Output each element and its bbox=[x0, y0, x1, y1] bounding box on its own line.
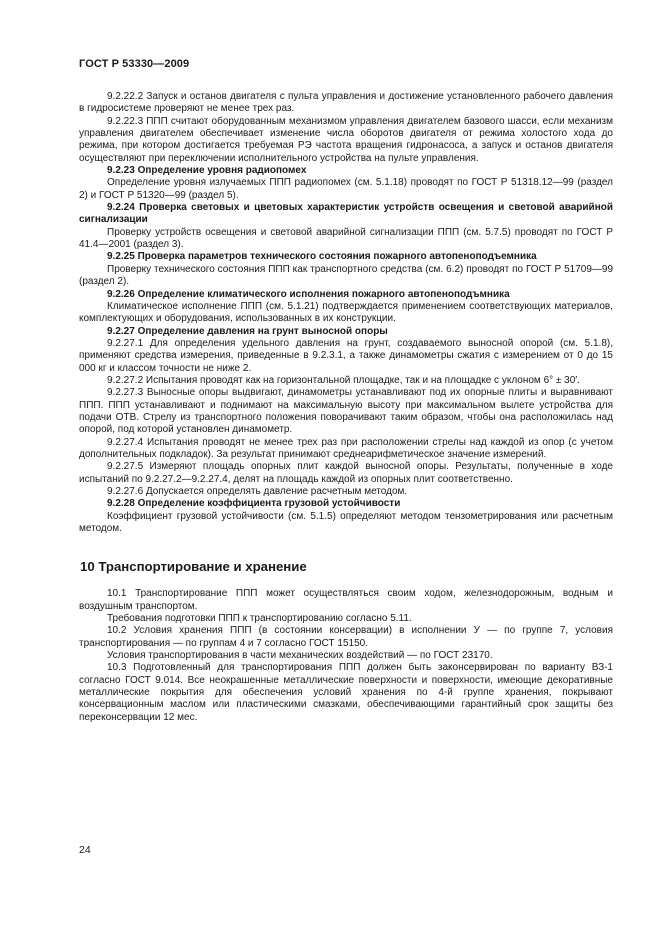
paragraph: 9.2.22.2 Запуск и останов двигателя с пульта управления и достижение установленного рабочего давления в гидросистеме проверяют не менее трех раз. bbox=[79, 91, 613, 115]
subsection-heading: 9.2.28 Определение коэффициента грузовой устойчивости bbox=[107, 498, 401, 510]
paragraph: 9.2.27.5 Измеряют площадь опорных плит каждой выносной опоры. Результаты, полученные в ходе испытаний по 9.2.27.2—9.2.27.4, делят на площадь каждой из опорных плит соответственно. bbox=[79, 461, 613, 485]
subsection-heading: 9.2.25 Проверка параметров технического состояния пожарного автопеноподъемника bbox=[107, 251, 537, 263]
paragraph: 9.2.27.6 Допускается определять давление расчетным методом. bbox=[107, 486, 408, 497]
paragraph: 10.3 Подготовленный для транспортирования ППП должен быть законсервирован по варианту ВЗ-1 согласно ГОСТ 9.014. Все неокрашенные металлические поверхности и поверхности, имеющие декоративные металлические покрытия для обеспечения условий хранения по 4-й группе хранения, покрывают консервационным маслом или пластическими смазками, обеспечивающими гарантийный срок защиты без переконсервации 12 мес. bbox=[79, 662, 613, 723]
paragraph: 9.2.27.1 Для определения удельного давления на грунт, создаваемого выносной опорой (см. 5.1.8), применяют средства измерения, приведенные в 9.2.3.1, а также динамометры сжатия с измерением от 0 до 15 000 кг и классом точности не ниже 2. bbox=[79, 337, 613, 374]
paragraph: 9.2.22.3 ППП считают оборудованным механизмом управления двигателем базового шасси, если механизм управления двигателем обеспечивает изменение числа оборотов двигателя от режима холостого хода до режима, при котором достигается требуемая РЭ частота вращения гидронасоса, а запуск и останов двигателя осуществляют при переключении исполнительного устройства на пульте управления. bbox=[79, 115, 613, 164]
subsection-heading: 9.2.24 Проверка световых и цветовых характеристик устройств освещения и световой аварийной сигнализации bbox=[79, 202, 613, 226]
paragraph: Условия транспортирования в части механических воздействий — по ГОСТ 23170. bbox=[107, 650, 493, 662]
paragraph: Коэффициент грузовой устойчивости (см. 5.1.5) определяют методом тензометрирования или расчетным методом. bbox=[79, 510, 613, 535]
document-body bbox=[79, 91, 613, 724]
paragraph: 9.2.27.2 Испытания проводят как на горизонтальной площадке, так и на площадке с уклоном 6° ± 30′. bbox=[107, 374, 580, 386]
document-header: ГОСТ Р 53330—2009 bbox=[79, 58, 190, 70]
paragraph: Требования подготовки ППП к транспортированию согласно 5.11. bbox=[107, 613, 412, 625]
page-number: 24 bbox=[79, 844, 91, 856]
paragraph: 10.1 Транспортирование ППП может осуществляться своим ходом, железнодорожным, водным и воздушным транспортом. bbox=[79, 588, 613, 612]
section-10-title: 10 Транспортирование и хранение bbox=[80, 559, 307, 575]
subsection-heading: 9.2.23 Определение уровня радиопомех bbox=[107, 165, 307, 177]
paragraph: Определение уровня излучаемых ППП радиопомех (см. 5.1.18) проводят по ГОСТ Р 51318.12—99 (раздел 2) и ГОСТ Р 51320—99 (раздел 5). bbox=[79, 177, 613, 201]
paragraphs-group-a bbox=[79, 91, 613, 535]
paragraph: 9.2.27.4 Испытания проводят не менее трех раз при расположении стрелы над каждой из опор (с учетом дополнительных подкладок). За результат принимают среднеарифметическое значение измерений. bbox=[79, 436, 613, 460]
paragraph: Проверку устройств освещения и световой аварийной сигнализации ППП (см. 5.7.5) проводят по ГОСТ Р 41.4—2001 (раздел 3). bbox=[79, 226, 613, 251]
subsection-heading: 9.2.27 Определение давления на грунт выносной опоры bbox=[107, 325, 388, 337]
subsection-heading: 9.2.26 Определение климатического исполнения пожарного автопеноподъмника bbox=[107, 288, 510, 300]
paragraphs-group-b bbox=[79, 588, 613, 724]
paragraph: Проверку технического состояния ППП как транспортного средства (см. 6.2) проводят по ГОСТ Р 51709—99 (раздел 2). bbox=[79, 263, 613, 288]
paragraph: 9.2.27.3 Выносные опоры выдвигают, динамометры устанавливают под их опорные плиты и выравнивают ППП. ППП устанавливают и поднимают на максимальную высоту при максимальном вылете устройства для подачи ОТВ. Стрелу из транспортного положения поворачивают таким образом, чтобы она расположилась над опорой, под которой установлен динамометр. bbox=[79, 387, 613, 436]
paragraph: Климатическое исполнение ППП (см. 5.1.21) подтверждается применением соответствующих материалов, комплектующих и оборудования, использованных в их конструкции. bbox=[79, 300, 613, 325]
paragraph: 10.2 Условия хранения ППП (в состоянии консервации) в исполнении У — по группе 7, условия транспортирования — по группам 4 и 7 согласно ГОСТ 15150. bbox=[79, 625, 613, 649]
